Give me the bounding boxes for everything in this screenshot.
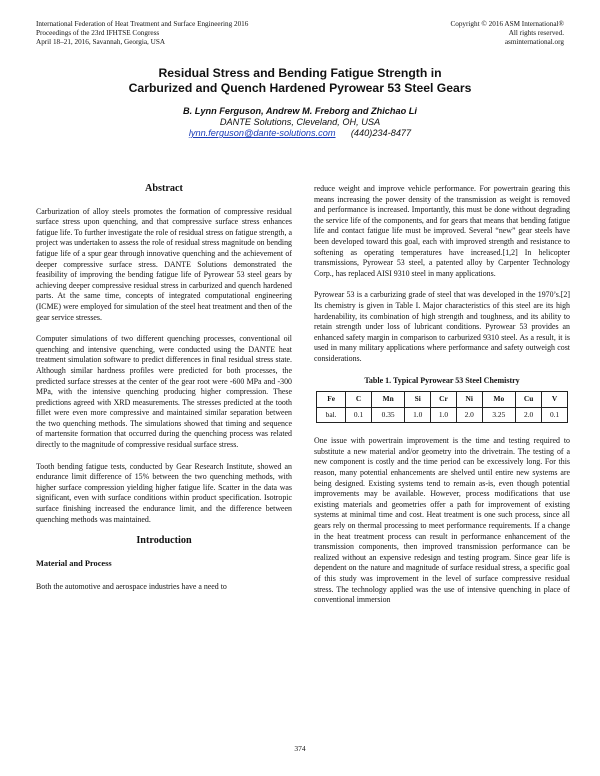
introduction-heading: Introduction bbox=[136, 535, 192, 547]
author-names: B. Lynn Ferguson, Andrew M. Freborg and Zhichao Li bbox=[183, 106, 417, 116]
header-conference: International Federation of Heat Treatment and Surface Engineering 2016 bbox=[36, 20, 249, 28]
table-cell: 0.1 bbox=[542, 407, 568, 423]
table-row bbox=[317, 407, 568, 423]
table-header-cell: Cr bbox=[431, 392, 457, 408]
header-proceedings: Proceedings of the 23rd IFHTSE Congress bbox=[36, 29, 160, 37]
table-header-cell: Ni bbox=[456, 392, 482, 408]
table-cell: 1.0 bbox=[405, 407, 431, 423]
introduction-paragraph-continued: reduce weight and improve vehicle performance. For powertrain gearing this means increasing the power density of the transmission as weight is removed and performance is increased. Importantly, this must be done without degrading the service life of the components, and for gears that means that bending fatigue life and contact fatigue life must be improved. Several “new” gear steels have been developed toward this goal, each with improved strength and resistance to softening as operating temperatures have increased.[1,2] In helicopter transmissions, Pyrowear 53 steel, a patented alloy by Carpenter Technology Corp., has replaced AISI 9310 steel in many applications. bbox=[314, 184, 570, 278]
abstract-paragraph-1: Carburization of alloy steels promotes the formation of compressive residual surface stress upon quenching, and that compressive surface stress enhances fatigue life. To further investigate the role of residual stress on fatigue strength, a project was undertaken to assess the role of residual stress magnitude on bending fatigue life of a spur gear through innovative quenching and the achievement of deeper compressive surface stress. DANTE Solutions demonstrated the feasibility of improving the bending fatigue life of Pyrowear 53 steel gears by achieving deeper compressive residual stress in carburized and quench hardened parts. At the same time, concepts of integrated computational engineering (ICME) were employed for simulation of the steel heat treatment and then of the gear service stresses. bbox=[36, 206, 292, 322]
header-right bbox=[450, 20, 564, 47]
table-cell: 2.0 bbox=[516, 407, 542, 423]
page-number: 374 bbox=[294, 744, 306, 753]
table-cell: 2.0 bbox=[456, 407, 482, 423]
table-header-cell: C bbox=[346, 392, 372, 408]
table-header-cell: Si bbox=[405, 392, 431, 408]
powertrain-paragraph: One issue with powertrain improvement is the time and testing required to substitute a new material and/or geometry into the drivetrain. The testing of a new component is costly and the time period can be excessively long. For this reason, many potential enhancements are shelved until entire new systems are being designed. Existing systems tend to remain as-is, even though potential improvements may be available. However, process modifications that use existing materials and geometries offer a path for improvement of existing systems at minimal time and cost. Heat treatment is one such process, since all gears rely on thermal processing to meet performance requirements. If a change in the heat treatment process can result in performance enhancement of the transmission components, then improved transmission performance can be realized without an expensive redesign and testing program. Since gear life is dependent on the nature and magnitude of surface residual stress, a specific goal of this study was improvement in the level of surface compressive residual stress. The technology applied was the use of intensive quenching in place of conventional immersion bbox=[314, 436, 570, 605]
right-column bbox=[314, 184, 570, 617]
table-header-cell: Mn bbox=[371, 392, 404, 408]
table-cell: 0.35 bbox=[371, 407, 404, 423]
header-left bbox=[36, 20, 248, 47]
table-header-row bbox=[317, 392, 568, 408]
header-dates: April 18–21, 2016, Savannah, Georgia, USA bbox=[36, 38, 166, 46]
table-header-cell: Fe bbox=[317, 392, 346, 408]
abstract-paragraph-2: Computer simulations of two different quenching processes, conventional oil quenching and intensive quenching, were conducted using the DANTE heat treatment simulation software to predict differences in final residual stress state. Although similar hardness profiles were predicted for both processes, the predicted surface stresses at the center of the gear root were -600 MPa and -300 MPa, with the intensive quenching producing higher compression. These predictions agreed with XRD measurements. The stresses predicted at the tooth fillet were even more compressive and maintained similar separation between the two quenching methods. The simulations showed that timing and sequence of martensite formation that occurred during the quenching process was related directly to the magnitude of compressive residual surface stress. bbox=[36, 334, 292, 450]
table-cell: 3.25 bbox=[482, 407, 515, 423]
abstract-heading: Abstract bbox=[145, 183, 183, 194]
paper-title bbox=[0, 66, 600, 96]
table-header-cell: Mo bbox=[482, 392, 515, 408]
table-cell: bal. bbox=[317, 407, 346, 423]
pyrowear-paragraph: Pyrowear 53 is a carburizing grade of steel that was developed in the 1970’s.[2] Its chemistry is given in Table I. Major characteristics of this steel are its high hardenability, its combination of high strength and toughness, and its ability to retain strength under loss of lubricant conditions. Pyrowear 53 provides an enhanced safety margin in comparison to carburized 9310 steel. As a result, it is used in many military applications where performance and safety outweigh cost considerations. bbox=[314, 290, 570, 363]
abstract-paragraph-3: Tooth bending fatigue tests, conducted by Gear Research Institute, showed an endurance limit difference of 15% between the two quenching methods, with higher surface compression yielding higher fatigue life. Scatter in the data was significant, even with surface conditions within product specification. Isotropic surface finishing increased the endurance limit, and the difference between quenching methods was maintained. bbox=[36, 461, 292, 524]
material-process-subheading: Material and Process bbox=[36, 558, 112, 568]
header-copyright: Copyright © 2016 ASM International® bbox=[450, 20, 564, 28]
author-contact bbox=[0, 128, 600, 139]
header-website: asminternational.org bbox=[504, 38, 564, 46]
chemistry-table bbox=[316, 391, 568, 423]
introduction-paragraph-start: Both the automotive and aerospace industries have a need to bbox=[36, 582, 227, 592]
header-rights: All rights reserved. bbox=[508, 29, 564, 37]
table-header-cell: V bbox=[542, 392, 568, 408]
author-email-link[interactable]: lynn.ferguson@dante-solutions.com bbox=[188, 128, 336, 138]
table-caption: Table 1. Typical Pyrowear 53 Steel Chemistry bbox=[364, 375, 520, 385]
title-line-1: Residual Stress and Bending Fatigue Strength in bbox=[158, 66, 442, 80]
table-cell: 0.1 bbox=[346, 407, 372, 423]
author-phone: (440)234-8477 bbox=[350, 128, 412, 138]
title-line-2: Carburized and Quench Hardened Pyrowear 53 Steel Gears bbox=[128, 81, 472, 95]
author-affiliation: DANTE Solutions, Cleveland, OH, USA bbox=[219, 117, 381, 127]
author-block bbox=[0, 106, 600, 139]
left-column bbox=[36, 184, 292, 604]
table-cell: 1.0 bbox=[431, 407, 457, 423]
table-header-cell: Cu bbox=[516, 392, 542, 408]
